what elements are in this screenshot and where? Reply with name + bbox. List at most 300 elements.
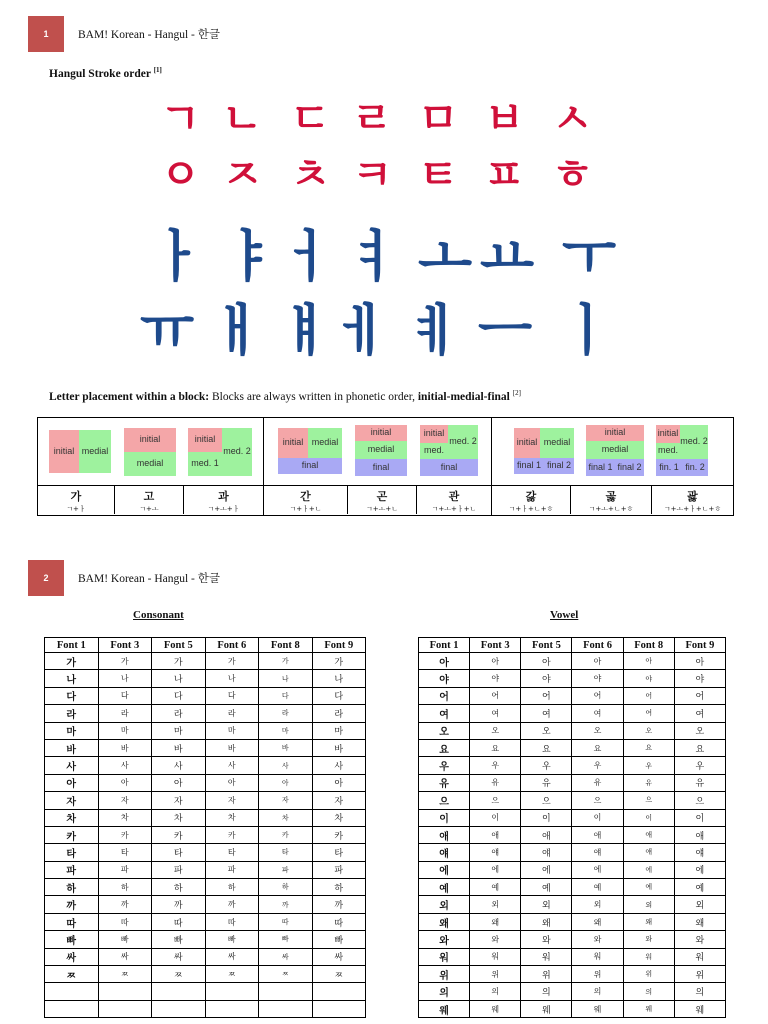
- table-cell: 야: [470, 670, 521, 687]
- table-cell: 나: [259, 670, 313, 687]
- placement-label: Letter placement within a block:: [49, 390, 210, 403]
- example-cell: [115, 486, 184, 514]
- table-cell: 파: [259, 861, 313, 878]
- table-cell: 왜: [572, 913, 623, 930]
- table-row: [45, 809, 366, 826]
- page-header-2: [28, 560, 220, 596]
- table-cell: [98, 1000, 152, 1017]
- page-header-title: BAM! Korean - Hangul - 한글: [78, 29, 220, 41]
- column-header: Font 3: [470, 638, 521, 653]
- table-cell: 유: [572, 774, 623, 791]
- table-cell: 자: [205, 792, 259, 809]
- table-cell: [312, 983, 366, 1000]
- stroke-glyph: ㅈ: [222, 150, 263, 199]
- placement-group-final: [264, 418, 492, 515]
- table-cell: 아: [152, 774, 206, 791]
- page-number-badge: 1: [28, 16, 64, 52]
- block-final: final: [278, 458, 342, 474]
- example-formula: ㄱ+ㅏ+ㄴ+ㅎ: [508, 505, 554, 513]
- example-cell: [348, 486, 417, 514]
- table-row: [419, 687, 726, 704]
- table-cell: 타: [45, 844, 99, 861]
- table-cell: 얘: [572, 844, 623, 861]
- stroke-glyph: ㅐ: [210, 299, 265, 364]
- table-cell: 타: [98, 844, 152, 861]
- placement-group-double-final: [492, 418, 733, 515]
- table-cell: 에: [419, 861, 470, 878]
- block-medial: medial: [124, 452, 176, 476]
- placement-bold: initial-medial-final: [417, 390, 510, 403]
- table-cell: 에: [521, 861, 572, 878]
- table-cell: 으: [674, 792, 725, 809]
- table-cell: 왜: [521, 913, 572, 930]
- table-cell: ㅉ: [98, 966, 152, 983]
- table-cell: 요: [674, 739, 725, 756]
- table-cell: 웨: [521, 1000, 572, 1017]
- table-cell: 에: [470, 861, 521, 878]
- block-initial: initial: [420, 425, 448, 443]
- table-cell: 따: [45, 913, 99, 930]
- block-initial: initial: [124, 428, 176, 452]
- block-fin1: fin. 1: [656, 459, 682, 476]
- example-syllable: 가: [70, 490, 82, 503]
- table-cell: 아: [45, 774, 99, 791]
- table-cell: 빠: [312, 931, 366, 948]
- stroke-glyph: ㄹ: [352, 94, 393, 143]
- table-cell: 오: [521, 722, 572, 739]
- table-row: [419, 722, 726, 739]
- table-cell: [259, 983, 313, 1000]
- stroke-glyph: ㅏ: [150, 225, 205, 290]
- table-cell: 빠: [259, 931, 313, 948]
- table-row: [45, 983, 366, 1000]
- example-formula: ㄱ+ㅗ+ㅏ: [207, 505, 240, 513]
- stroke-glyph: ㅜ: [562, 225, 617, 290]
- table-cell: 우: [521, 757, 572, 774]
- table-cell: 싸: [259, 948, 313, 965]
- stroke-glyph: ㅋ: [352, 150, 393, 199]
- table-cell: 아: [674, 653, 725, 670]
- table-cell: 라: [259, 705, 313, 722]
- block-final: final: [355, 459, 407, 476]
- block-final1: final 1: [586, 459, 615, 476]
- table-cell: 카: [152, 826, 206, 843]
- block-initial: initial: [514, 428, 540, 458]
- table-cell: 어: [623, 687, 674, 704]
- table-cell: 다: [205, 687, 259, 704]
- stroke-glyph: ㅁ: [418, 94, 459, 143]
- table-cell: [45, 1000, 99, 1017]
- block-final1: final 1: [514, 458, 544, 474]
- table-cell: ㅉ: [45, 966, 99, 983]
- table-cell: 야: [674, 670, 725, 687]
- table-cell: 라: [205, 705, 259, 722]
- table-cell: 라: [98, 705, 152, 722]
- table-cell: 따: [312, 913, 366, 930]
- table-cell: 아: [419, 653, 470, 670]
- table-cell: 아: [521, 653, 572, 670]
- column-header: Font 1: [419, 638, 470, 653]
- block-initial: initial: [188, 428, 222, 452]
- table-cell: 웨: [470, 1000, 521, 1017]
- table-cell: 오: [623, 722, 674, 739]
- table-row: [419, 948, 726, 965]
- table-row: [45, 861, 366, 878]
- block-medial: medial: [308, 428, 342, 458]
- table-cell: 웨: [674, 1000, 725, 1017]
- table-cell: 애: [572, 826, 623, 843]
- table-cell: 어: [470, 687, 521, 704]
- table-cell: 바: [205, 739, 259, 756]
- table-cell: 어: [521, 687, 572, 704]
- table-row: [45, 931, 366, 948]
- example-syllable: 괋: [687, 490, 698, 503]
- table-cell: 위: [623, 966, 674, 983]
- table-cell: 야: [572, 670, 623, 687]
- table-cell: 파: [98, 861, 152, 878]
- placement-ref: [2]: [512, 389, 521, 397]
- table-cell: 다: [45, 687, 99, 704]
- table-cell: 빠: [205, 931, 259, 948]
- table-cell: 야: [419, 670, 470, 687]
- table-cell: 우: [470, 757, 521, 774]
- table-cell: 마: [259, 722, 313, 739]
- consonant-font-table: [44, 637, 366, 1018]
- table-row: [419, 774, 726, 791]
- table-cell: 얘: [674, 844, 725, 861]
- table-cell: 워: [521, 948, 572, 965]
- table-cell: 아: [572, 653, 623, 670]
- example-syllable: 곯: [605, 490, 617, 503]
- table-cell: 자: [152, 792, 206, 809]
- table-cell: 왜: [419, 913, 470, 930]
- table-cell: 아: [98, 774, 152, 791]
- example-syllable: 고: [143, 490, 155, 503]
- table-cell: 와: [521, 931, 572, 948]
- table-cell: 요: [419, 739, 470, 756]
- table-cell: 어: [674, 687, 725, 704]
- stroke-glyph: ㅡ: [478, 299, 533, 364]
- table-row: [419, 913, 726, 930]
- table-cell: [98, 983, 152, 1000]
- table-cell: 에: [623, 861, 674, 878]
- table-row: [45, 705, 366, 722]
- table-cell: 다: [98, 687, 152, 704]
- table-row: [419, 809, 726, 826]
- table-cell: 카: [98, 826, 152, 843]
- table-row: [45, 948, 366, 965]
- table-cell: [205, 983, 259, 1000]
- table-cell: 아: [259, 774, 313, 791]
- block-initial: initial: [586, 425, 644, 441]
- example-cell: [652, 486, 733, 514]
- example-syllable: 간: [300, 490, 311, 503]
- stroke-glyph: ㄷ: [290, 94, 331, 143]
- table-row: [45, 653, 366, 670]
- table-cell: 사: [205, 757, 259, 774]
- block-final2: final 2: [615, 459, 644, 476]
- consonant-caption: Consonant: [133, 609, 184, 621]
- block-initial: initial: [49, 430, 79, 473]
- table-cell: [152, 983, 206, 1000]
- table-row: [45, 670, 366, 687]
- table-cell: 애: [521, 826, 572, 843]
- table-cell: 따: [205, 913, 259, 930]
- table-cell: 오: [470, 722, 521, 739]
- stroke-glyph: ㅌ: [418, 150, 459, 199]
- table-cell: 오: [674, 722, 725, 739]
- table-cell: 의: [419, 983, 470, 1000]
- table-cell: 차: [259, 809, 313, 826]
- table-cell: 왜: [623, 913, 674, 930]
- table-row: [45, 774, 366, 791]
- table-cell: 파: [312, 861, 366, 878]
- stroke-glyph: ㄱ: [160, 94, 201, 143]
- table-cell: 유: [521, 774, 572, 791]
- block-fin2: fin. 2: [682, 459, 708, 476]
- table-row: [419, 653, 726, 670]
- table-row: [419, 826, 726, 843]
- table-cell: 요: [521, 739, 572, 756]
- table-cell: 자: [259, 792, 313, 809]
- column-header: Font 6: [572, 638, 623, 653]
- table-row: [45, 966, 366, 983]
- block-med-short: med.: [656, 443, 680, 459]
- table-cell: 하: [98, 879, 152, 896]
- table-cell: 의: [572, 983, 623, 1000]
- table-cell: 싸: [312, 948, 366, 965]
- table-cell: 타: [259, 844, 313, 861]
- column-header: Font 9: [312, 638, 366, 653]
- table-cell: 우: [623, 757, 674, 774]
- table-cell: 자: [98, 792, 152, 809]
- table-cell: 마: [205, 722, 259, 739]
- table-cell: 요: [470, 739, 521, 756]
- table-cell: 아: [205, 774, 259, 791]
- table-cell: 이: [572, 809, 623, 826]
- table-cell: 어: [572, 687, 623, 704]
- table-cell: 유: [419, 774, 470, 791]
- example-cell: [264, 486, 348, 514]
- table-cell: 라: [152, 705, 206, 722]
- table-row: [419, 879, 726, 896]
- table-cell: 에: [572, 861, 623, 878]
- table-cell: 여: [572, 705, 623, 722]
- example-cell: [38, 486, 115, 514]
- stroke-glyph: ㅊ: [290, 150, 331, 199]
- table-cell: 가: [312, 653, 366, 670]
- block-med1: med. 1: [188, 452, 222, 476]
- table-cell: 야: [521, 670, 572, 687]
- table-row: [45, 757, 366, 774]
- table-cell: 나: [45, 670, 99, 687]
- table-cell: 의: [470, 983, 521, 1000]
- table-cell: 까: [312, 896, 366, 913]
- example-formula: ㄱ+ㅏ: [66, 505, 86, 513]
- table-cell: 바: [259, 739, 313, 756]
- vowel-caption: Vowel: [550, 609, 579, 621]
- table-cell: 파: [205, 861, 259, 878]
- table-cell: 의: [623, 983, 674, 1000]
- table-cell: 와: [623, 931, 674, 948]
- letter-placement-heading: [49, 389, 521, 403]
- table-cell: 차: [152, 809, 206, 826]
- block-initial: initial: [355, 425, 407, 441]
- table-cell: 아: [470, 653, 521, 670]
- table-cell: 워: [419, 948, 470, 965]
- example-cell: [184, 486, 263, 514]
- table-cell: 외: [470, 896, 521, 913]
- column-header: Font 5: [152, 638, 206, 653]
- stroke-order-title: [49, 66, 162, 80]
- table-cell: 싸: [98, 948, 152, 965]
- table-cell: 하: [312, 879, 366, 896]
- table-cell: 카: [45, 826, 99, 843]
- table-cell: 가: [205, 653, 259, 670]
- block-medial: medial: [79, 430, 111, 473]
- table-row: [45, 722, 366, 739]
- table-cell: ㅉ: [259, 966, 313, 983]
- table-cell: 얘: [470, 844, 521, 861]
- table-row: [45, 739, 366, 756]
- table-cell: 여: [419, 705, 470, 722]
- table-cell: 빠: [45, 931, 99, 948]
- table-cell: 오: [419, 722, 470, 739]
- table-cell: 여: [623, 705, 674, 722]
- table-row: [419, 931, 726, 948]
- table-cell: 와: [674, 931, 725, 948]
- placement-table: [37, 417, 734, 516]
- table-cell: 까: [98, 896, 152, 913]
- column-header: Font 6: [205, 638, 259, 653]
- table-cell: ㅉ: [205, 966, 259, 983]
- table-cell: 왜: [674, 913, 725, 930]
- table-row: [45, 879, 366, 896]
- page-number-badge: 2: [28, 560, 64, 596]
- table-cell: 하: [205, 879, 259, 896]
- column-header: Font 3: [98, 638, 152, 653]
- block-med-short: med.: [420, 443, 448, 459]
- table-cell: 워: [470, 948, 521, 965]
- table-cell: 까: [205, 896, 259, 913]
- column-header: Font 5: [521, 638, 572, 653]
- table-row: [419, 966, 726, 983]
- table-cell: 애: [623, 826, 674, 843]
- table-cell: 이: [470, 809, 521, 826]
- table-cell: [45, 983, 99, 1000]
- table-cell: 외: [521, 896, 572, 913]
- table-cell: 외: [572, 896, 623, 913]
- table-cell: 여: [470, 705, 521, 722]
- table-cell: 유: [623, 774, 674, 791]
- table-cell: 카: [259, 826, 313, 843]
- example-formula: ㄱ+ㅗ+ㄴ: [365, 505, 399, 513]
- table-row: [45, 826, 366, 843]
- stroke-glyph: ㅍ: [484, 150, 525, 199]
- table-row: [45, 913, 366, 930]
- table-cell: 위: [521, 966, 572, 983]
- table-cell: 왜: [470, 913, 521, 930]
- table-cell: 나: [152, 670, 206, 687]
- table-cell: 애: [470, 826, 521, 843]
- table-cell: 와: [419, 931, 470, 948]
- table-cell: 자: [45, 792, 99, 809]
- stroke-glyph: ㅓ: [282, 225, 337, 290]
- stroke-glyph: ㅣ: [560, 299, 615, 364]
- table-cell: [259, 1000, 313, 1017]
- table-cell: 가: [45, 653, 99, 670]
- table-cell: 까: [259, 896, 313, 913]
- table-cell: 하: [45, 879, 99, 896]
- table-cell: ㅉ: [312, 966, 366, 983]
- stroke-glyph: ㄴ: [222, 94, 263, 143]
- table-cell: 차: [98, 809, 152, 826]
- table-cell: 타: [205, 844, 259, 861]
- table-cell: 얘: [419, 844, 470, 861]
- table-cell: 예: [470, 879, 521, 896]
- table-cell: 바: [98, 739, 152, 756]
- block-med2: med. 2: [222, 428, 252, 476]
- stroke-glyph: ㅒ: [278, 299, 333, 364]
- stroke-glyph: ㅂ: [484, 94, 525, 143]
- block-medial: medial: [586, 441, 644, 459]
- table-cell: 싸: [152, 948, 206, 965]
- table-cell: 웨: [419, 1000, 470, 1017]
- block-med2: med. 2: [680, 425, 708, 459]
- table-cell: 라: [45, 705, 99, 722]
- table-cell: 애: [674, 826, 725, 843]
- table-cell: 우: [674, 757, 725, 774]
- table-cell: 으: [623, 792, 674, 809]
- block-initial: initial: [278, 428, 308, 458]
- table-cell: 마: [152, 722, 206, 739]
- table-cell: 오: [572, 722, 623, 739]
- table-cell: 의: [674, 983, 725, 1000]
- table-cell: 예: [623, 879, 674, 896]
- table-cell: 하: [259, 879, 313, 896]
- table-cell: 빠: [152, 931, 206, 948]
- table-cell: 요: [572, 739, 623, 756]
- table-cell: 따: [259, 913, 313, 930]
- table-cell: 이: [419, 809, 470, 826]
- table-cell: ㅉ: [152, 966, 206, 983]
- table-cell: 이: [674, 809, 725, 826]
- table-cell: 싸: [45, 948, 99, 965]
- example-cell: [417, 486, 491, 514]
- table-cell: 따: [152, 913, 206, 930]
- table-cell: 으: [419, 792, 470, 809]
- page-header-1: [28, 16, 220, 52]
- table-cell: 가: [259, 653, 313, 670]
- column-header: Font 8: [259, 638, 313, 653]
- table-row: [419, 739, 726, 756]
- table-cell: 라: [312, 705, 366, 722]
- table-cell: 하: [152, 879, 206, 896]
- block-final: final: [420, 459, 478, 476]
- table-cell: 외: [623, 896, 674, 913]
- table-cell: 위: [470, 966, 521, 983]
- table-cell: 이: [623, 809, 674, 826]
- table-cell: 워: [674, 948, 725, 965]
- column-header: Font 1: [45, 638, 99, 653]
- table-cell: 나: [98, 670, 152, 687]
- table-cell: 바: [312, 739, 366, 756]
- table-row: [45, 1000, 366, 1017]
- table-cell: 워: [572, 948, 623, 965]
- table-cell: 우: [572, 757, 623, 774]
- table-cell: 싸: [205, 948, 259, 965]
- table-row: [45, 792, 366, 809]
